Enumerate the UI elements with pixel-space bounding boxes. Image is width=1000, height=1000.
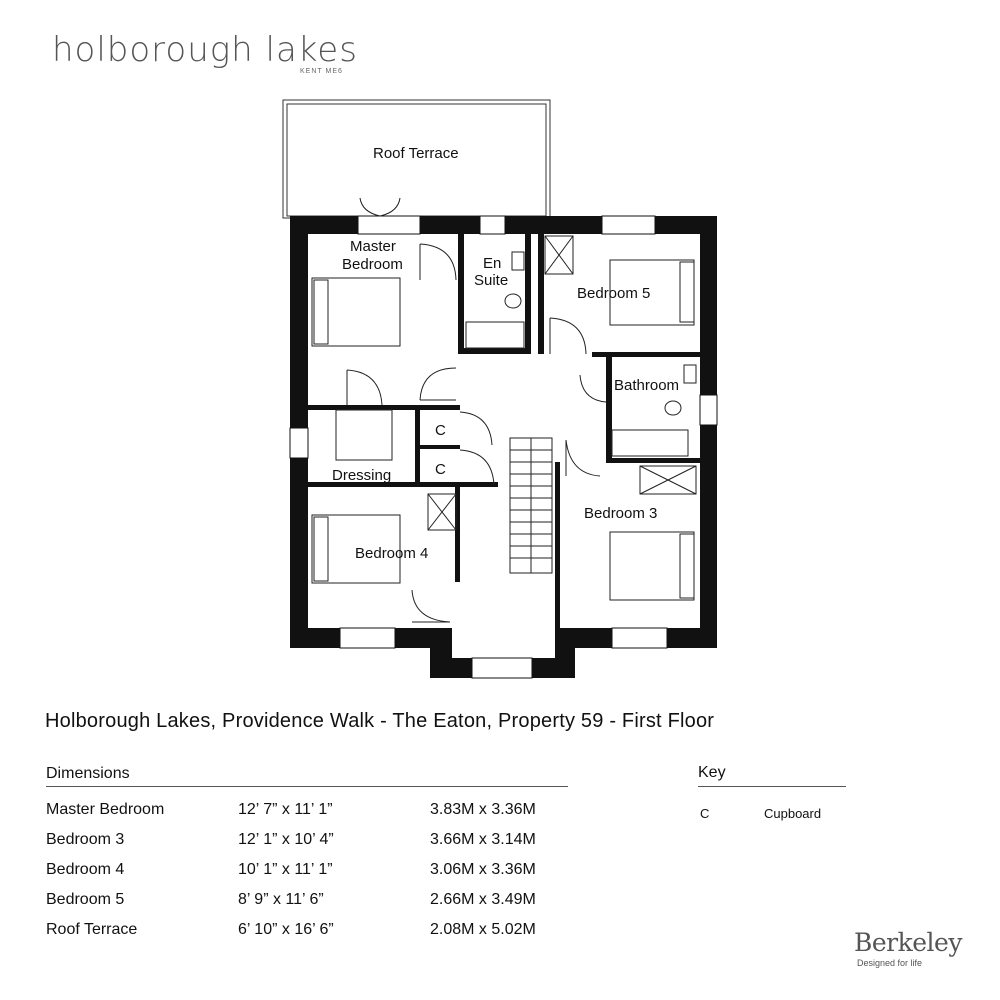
plan-title: Holborough Lakes, Providence Walk - The Eaton, Property 59 - First Floor: [45, 710, 715, 732]
label-bedroom-4: Bedroom 4: [355, 545, 429, 562]
dimension-metric: 3.66M x 3.14M: [430, 831, 536, 848]
key-code: C: [700, 806, 710, 821]
berkeley-logo: Berkeley: [854, 928, 962, 957]
label-master-bedroom-1: Master: [350, 238, 396, 255]
dimension-row: [46, 861, 566, 883]
label-cupboard-upper: C: [435, 422, 446, 439]
dimensions-divider: [46, 786, 568, 787]
dimension-room: Roof Terrace: [46, 921, 138, 938]
dimension-metric: 2.08M x 5.02M: [430, 921, 536, 938]
dimension-imperial: 6’ 10” x 16’ 6”: [238, 921, 334, 938]
dimension-row: [46, 831, 566, 853]
dimension-row: [46, 921, 566, 943]
dimension-room: Bedroom 5: [46, 891, 125, 908]
label-cupboard-lower: C: [435, 461, 446, 478]
label-en-suite-2: Suite: [474, 272, 509, 289]
label-dressing: Dressing: [332, 467, 392, 484]
brand-subtitle: KENT ME6: [300, 68, 343, 75]
dimension-imperial: 10’ 1” x 11’ 1”: [238, 861, 333, 878]
dimension-room: Bedroom 3: [46, 831, 125, 848]
brand-logo: holborough lakes: [52, 30, 358, 70]
dimension-room: Master Bedroom: [46, 801, 165, 818]
key-divider: [698, 786, 846, 787]
label-en-suite-1: En: [483, 255, 502, 272]
dimension-row: [46, 801, 566, 823]
berkeley-tagline: Designed for life: [857, 958, 923, 968]
key-description: Cupboard: [764, 806, 822, 821]
key-heading: Key: [698, 764, 726, 781]
dimension-row: [46, 891, 566, 913]
dimensions-heading: Dimensions: [46, 765, 130, 782]
label-bathroom: Bathroom: [614, 377, 680, 394]
label-roof-terrace: Roof Terrace: [373, 145, 459, 162]
dimension-metric: 3.06M x 3.36M: [430, 861, 536, 878]
dimension-imperial: 12’ 7” x 11’ 1”: [238, 801, 333, 818]
dimension-metric: 3.83M x 3.36M: [430, 801, 536, 818]
dimension-imperial: 8’ 9” x 11’ 6”: [238, 891, 324, 908]
label-bedroom-3: Bedroom 3: [584, 505, 658, 522]
staircase: [510, 438, 552, 573]
dimension-metric: 2.66M x 3.49M: [430, 891, 536, 908]
label-bedroom-5: Bedroom 5: [577, 285, 651, 302]
label-master-bedroom-2: Bedroom: [342, 256, 403, 273]
dimension-imperial: 12’ 1” x 10’ 4”: [238, 831, 334, 848]
dimension-room: Bedroom 4: [46, 861, 125, 878]
